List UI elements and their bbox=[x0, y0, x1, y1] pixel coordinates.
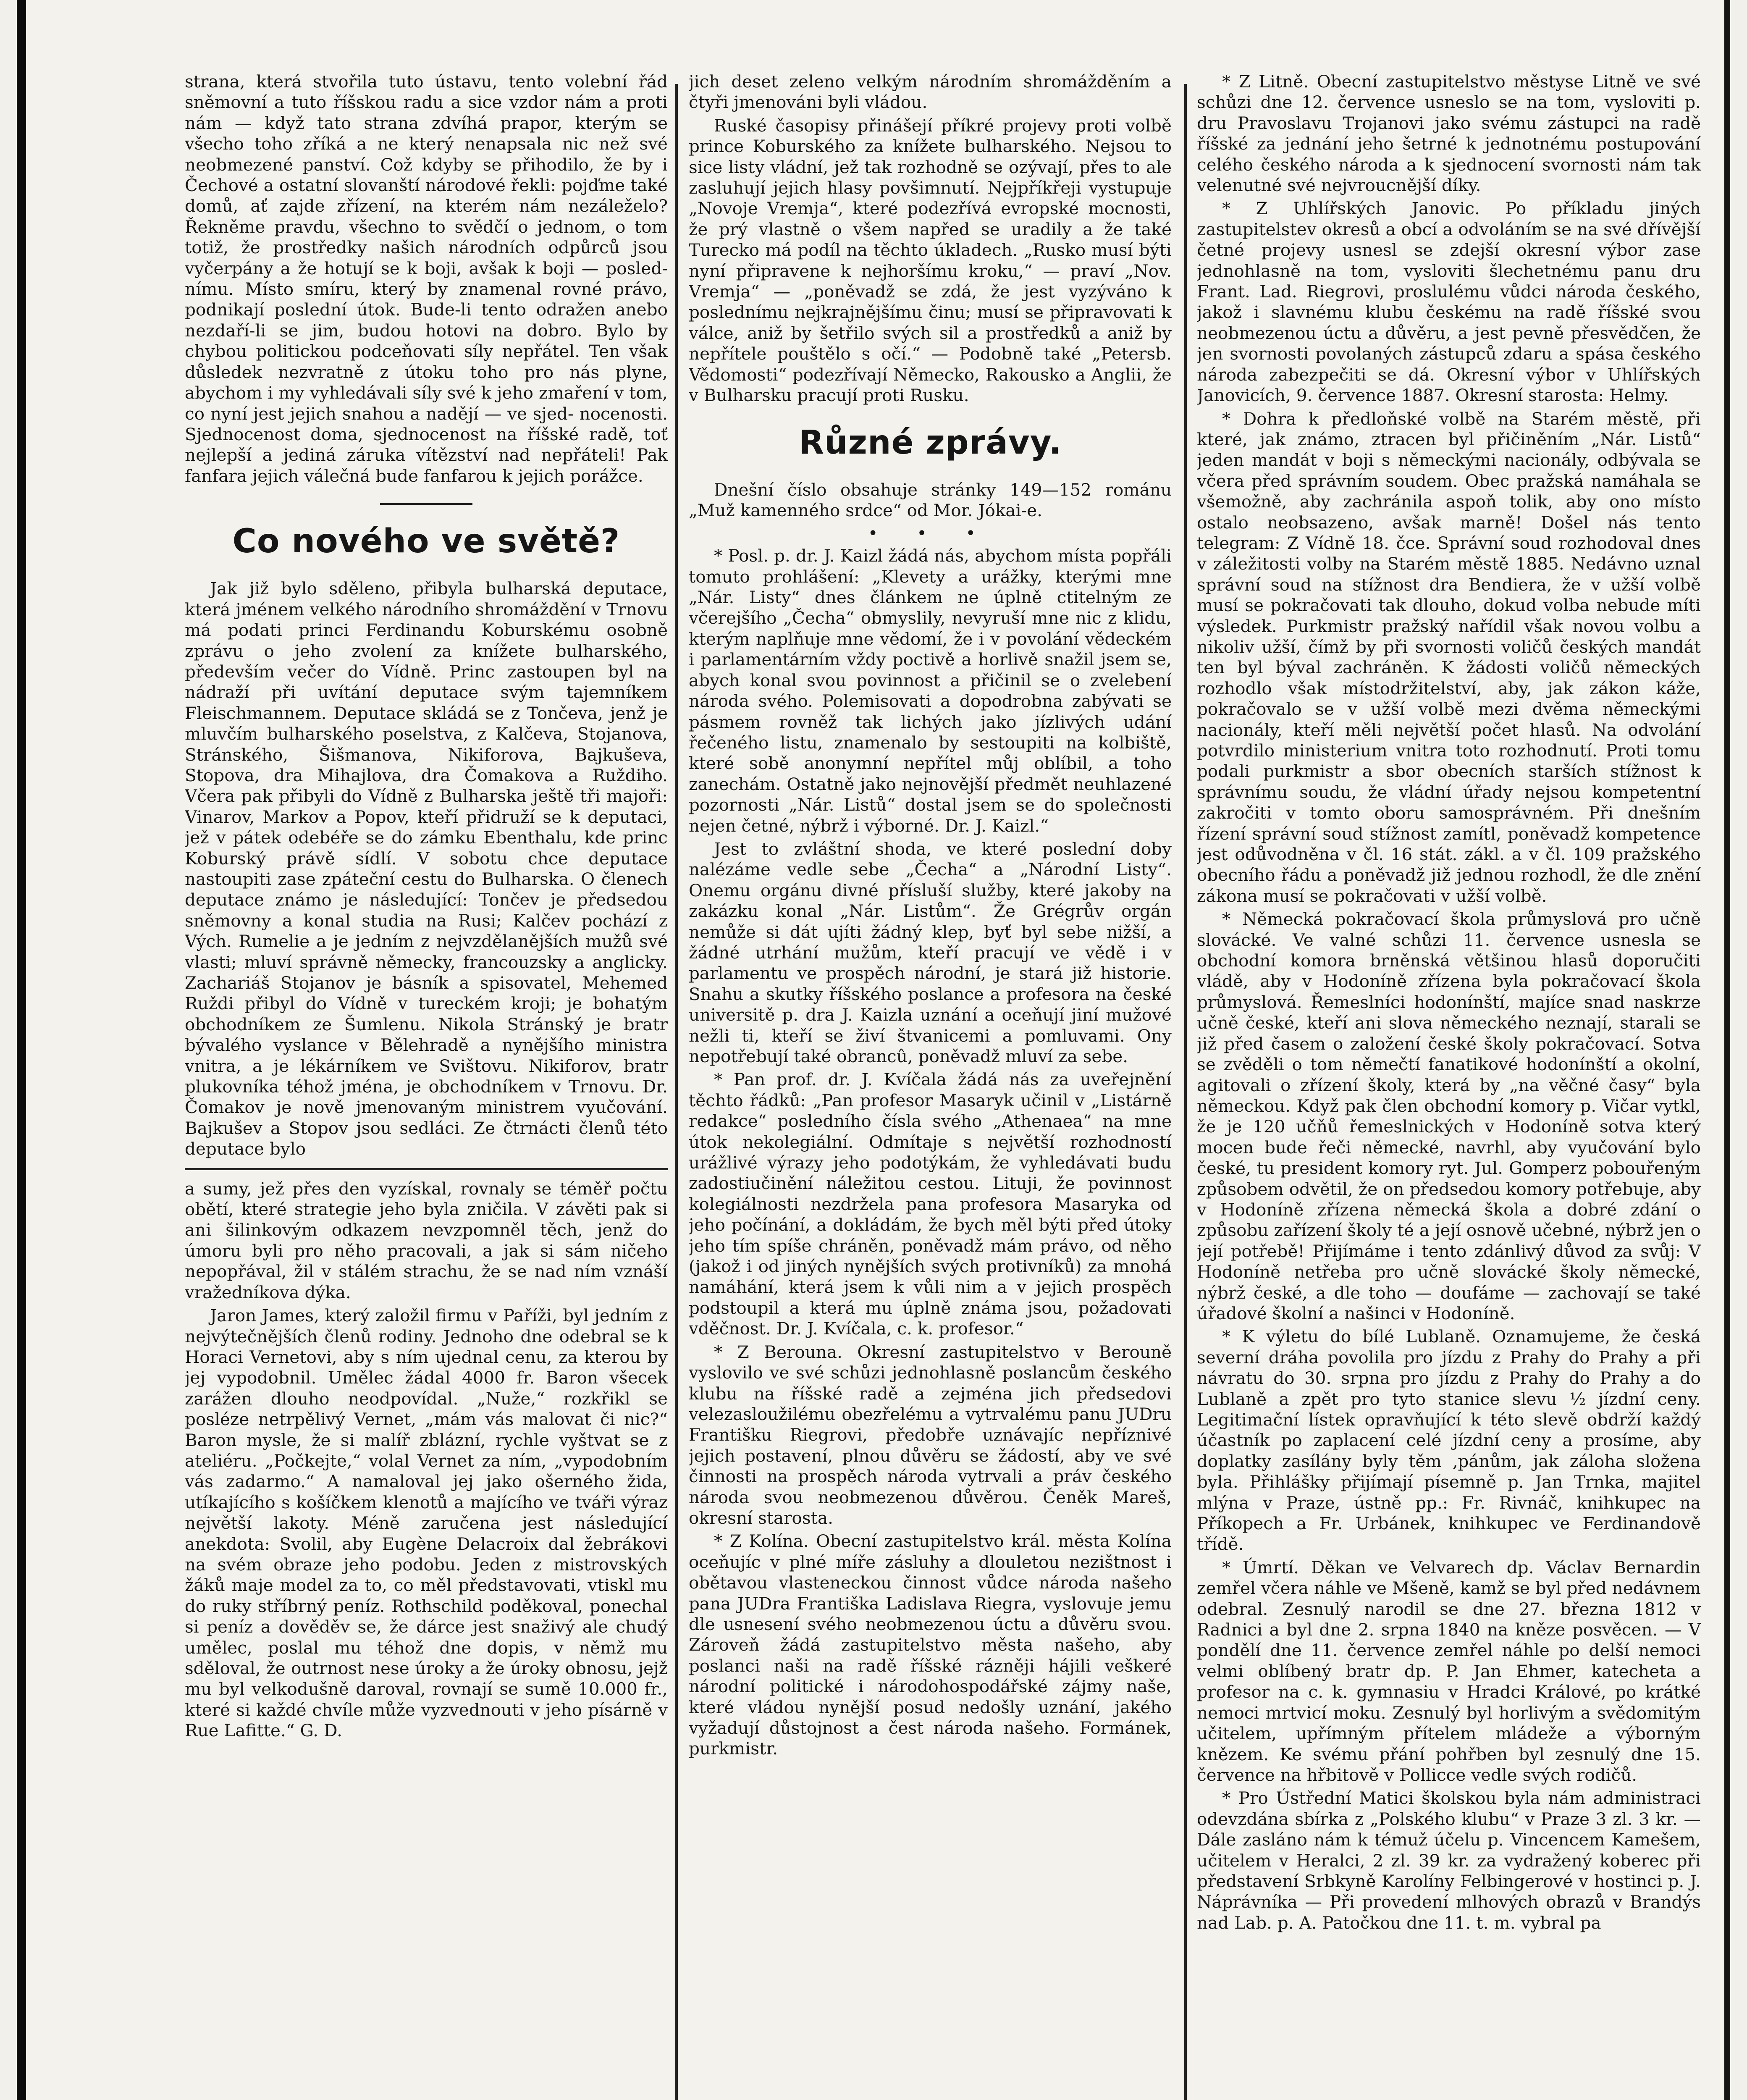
news-item: * Pan prof. dr. J. Kvíčala žádá nás za uveřejnění těchto řádků: „Pan profesor Masaryk učinil v „Listárně redakce“ posledního čísla svého „Athenaea“ na mne útok nekolegiální. Odmítaje s největší rozhodností urážlivé výrazy jeho podotýkám, že vyhledávati budu zadostiučinění náležitou cestou. Lituji, že povinnost kolegiálnosti nezdržela pana profesora Masaryka od jeho počínání, a dokládám, že bych měl býti před útoky jeho tím spíše chráněn, poněvadž mám právo, od něho (jakož i od jiných nynějších svých protivníků) za mnohá namáhání, která jsem k vůli nim a v jejich prospěch podstoupil a která mu úplně známa jsou, požadovati vděčnost. Dr. J. Kvíčala, c. k. profesor.“ bbox=[689, 1069, 1172, 1339]
article-paragraph: strana, která stvořila tuto ústavu, tento volební řád sněmovní a tuto říšskou radu a sice vzdor nám a proti nám — když tato strana zdvíhá prapor, kterým se všecho toho zříká a ne který nenapsala nic než své neobmezené panství. Což kdyby se přihodilo, že by i Čechové a ostatní slovanští národové řekli: pojďme také domů, ať zajde zřízení, na kterém nám nezáleželo? Řekněme pravdu, všechno to svědčí o jednom, o tom totiž, že prostředky našich národních odpůrců jsou vyčerpány a že hotují se k boji, avšak k boji — posled- nímu. Místo smíru, který by znamenal rovné právo, podnikají poslední útok. Bude-li tento odražen anebo nezdaří-li se jim, budou hotovi na dobro. Bylo by chybou politickou podceňovati síly nepřátel. Ten však důsledek nezvratně z útoku toho pro nás plyne, abychom i my vyhledávali síly své k jeho zmaření v tom, co nyní jest jejich snahou a nadějí — ve sjed- nocenosti. Sjednocenost doma, sjednocenost na říšské radě, toť nejlepší a jediná záruka vítězství nad nepřáteli! Pak fanfara jejich válečná bude fanfarou k jejich porážce. bbox=[185, 71, 668, 486]
news-item: * Dohra k předloňské volbě na Starém městě, při které, jak známo, ztracen byl přičiněním „Nár. Listů“ jeden mandát v boji s německými nacionály, odbývala se včera před správním soudem. Obec pražská namáhala se všemožně, aby zachránila aspoň tolik, aby ono místo ostalo neobsazeno, avšak marně! Došel nás tento telegram: Z Vídně 18. čce. Správní soud rozhodoval dnes v záležitosti volby na Starém městě 1885. Nedávno uznal správní soud na stížnost dra Bendiera, že v užší volbě musí se pokračovati tak dlouho, dokud volba nebude míti výsledek. Purkmistr pražský nařídil však novou volbu a nikoliv užší, čímž by při svornosti voličů českých mandát ten byl býval zachráněn. K žádosti voličů německých rozhodlo však místodržitelství, aby, jak zákon káže, pokračovalo se v užší volbě mezi dvěma německými nacionály, kteří měli největší počet hlasů. Na odvolání potvrdilo ministerium vnitra toto rozhodnutí. Proti tomu podali purkmistr a sbor obecních starších stížnost k správnímu soudu, že vládní úřady nejsou kompetentní zakročiti v tomto oboru samosprávném. Při dnešním řízení správní soud stížnost zamítl, poněvadž kompetence jest odůvodněna v čl. 16 stát. zákl. a v čl. 109 pražského obecního řádu a poněvadž již jednou rozhodl, že dle znění zákona musí se pokračovati v užší volbě. bbox=[1197, 408, 1701, 906]
scan-border-right bbox=[1724, 0, 1730, 2100]
column-3 bbox=[1197, 71, 1701, 2100]
column-1 bbox=[185, 71, 668, 2100]
article-paragraph: Ruské časopisy přinášejí příkré projevy proti volbě prince Koburského za knížete bulharského. Nejsou to sice listy vládní, jež tak rozhodně se ozývají, přes to ale zasluhují jejich hlasy povšimnutí. Nejpříkřeji vystupuje „Novoje Vremja“, které podezřívá evropské mocnosti, že prý vlastně o všem napřed se uradily a že také Turecko má podíl na těchto úkladech. „Rusko musí býti nyní připravene k nejhoršímu kroku,“ — praví „Nov. Vremja“ — „poněvadž se zdá, že jest vyzýváno k poslednímu nejkrajnějšímu činu; musí se připravovati k válce, aniž by šetřilo svých sil a prostředků a aniž by nepřítele pouštělo s očí.“ — Podobně také „Petersb. Vědomosti“ podezřívají Německo, Rakousko a Anglii, že v Bulharsku pracují proti Rusku. bbox=[689, 115, 1172, 406]
news-item: * Z Kolína. Obecní zastupitelstvo král. města Kolína oceňujíc v plné míře zásluhy a dlouletou nezištnost i obětavou vlasteneckou činnost vůdce národa našeho pana JUDra Františka Ladislava Riegra, vyslovuje jemu dle usnesení svého neobmezenou úctu a důvěru svou. Zároveň žádá zastupitelstvo města našeho, aby poslanci naši na radě říšské rázněji hájili veškeré národní politické i národohospodářské zájmy naše, které vládou nynější posud nedošly uznání, jakého vyžadují důstojnost a čest národa našeho. Formánek, purkmistr. bbox=[689, 1531, 1172, 1759]
news-item: * Posl. p. dr. J. Kaizl žádá nás, abychom místa popřáli tomuto prohlášení: „Klevety a urážky, kterými mne „Nár. Listy“ dnes článkem ne úplně ctitelným ze včerejšího „Čecha“ obmyslily, nevyruší mne nic z klidu, kterým naplňuje mne vědomí, že i v povolání vědeckém i parlamentárním vždy poctivě a horlivě snažil jsem se, abych konal svou povinnost a přičinil se o zvelebení národa svého. Polemisovati a dopodrobna zabývati se pásmem rovněž tak lichých jako jízlivých udání řečeného listu, znamenalo by sestoupiti na kolbiště, které sobě anonymní nepřítel můj oblíbil, a toho zanechám. Ostatně jako nejnovější předmět neuhlazené pozornosti „Nár. Listů“ dostal jsem se do společnosti nejen četné, nýbrž i výborné. Dr. J. Kaizl.“ bbox=[689, 546, 1172, 836]
news-item: * Úmrtí. Děkan ve Velvarech dp. Václav Bernardin zemřel včera náhle ve Mšeně, kamž se byl před nedávnem odebral. Zesnulý narodil se dne 27. března 1812 v Radnici a byl dne 2. srpna 1840 na kněze posvěcen. — V pondělí dne 11. července zemřel náhle po delší nemoci velmi oblíbený bratr dp. P. Jan Ehmer, katecheta a profesor na c. k. gymnasiu v Hradci Králové, po krátké nemoci mrtvicí moku. Zesnulý byl horlivým a svědomitým učitelem, upřímným přítelem mládeže a výborným knězem. Ke svému přání pohřben byl zesnulý dne 15. července na hřbitově v Pollicce vedle svých rodičů. bbox=[1197, 1557, 1701, 1785]
news-item: * Z Uhlířských Janovic. Po příkladu jiných zastupitelstev okresů a obcí a odvoláním se na své dřívější četné projevy usnesl se zdejší okresní výbor zase jednohlasně na tom, vysloviti šlechetnému panu dru Frant. Lad. Riegrovi, proslulému vůdci národa českého, jakož i slavnému klubu českému na radě říšské svou neobmezenou úctu a důvěru, a jest pevně přesvědčen, že jen svornosti povolaných zástupců zdaru a spása českého národa zabezpečiti se dá. Okresní výbor v Uhlířských Janovicích, 9. července 1887. Okresní starosta: Helmy. bbox=[1197, 198, 1701, 406]
news-item: * Z Berouna. Okresní zastupitelstvo v Berouně vyslovilo ve své schůzi jednohlasně poslancům českého klubu na říšské radě a zejména jich předsedovi velezasloužilému obezřelému a vytrvalému panu JUDru Františku Riegrovi, předobře uznávajíc nepříznivé jejich postavení, plnou důvěru se žádostí, aby ve své činnosti na prospěch národa vytrvali a práv českého národa svou neobmezenou důvěrou. Čeněk Mareš, okresní starosta. bbox=[689, 1341, 1172, 1528]
news-item: * K výletu do bílé Lublaně. Oznamujeme, že česká severní dráha povolila pro jízdu z Prahy do Prahy a při návratu do 30. srpna pro jízdu z Prahy do Prahy a do Lublaně a zpět pro tyto stanice slevu ½ jízdní ceny. Legitimační lístek opravňující k této slevě obdrží každý účastník po zaplacení celé jízdní ceny a prosíme, aby doplatky zasílány byly těm ‚pánům, jak záloha složena byla. Přihlášky přijímají písemně p. Jan Trnka, majitel mlýna v Praze, ústně pp.: Fr. Rivnáč, knihkupec na Příkopech a Fr. Urbánek, knihkupec ve Ferdinandově třídě. bbox=[1197, 1326, 1701, 1554]
article-paragraph: jich deset zeleno velkým národním shromážděním a čtyři jmenováni byli vládou. bbox=[689, 71, 1172, 113]
feuilleton-paragraph: a sumy, jež přes den vyzískal, rovnaly se téměř počtu obětí, které strategie jeho byla zničila. V závěti pak si ani šilinkovým odkazem nevzpomněl těch, jenž do úmoru byli pro něho pracovali, a jak si sám ničeho nepopřával, žil v stálém strachu, že se nad ním vznáší vražedníkova dýka. bbox=[185, 1178, 668, 1302]
column-rule bbox=[675, 84, 678, 2100]
column-rule bbox=[1184, 84, 1187, 2100]
article-paragraph: Jak již bylo sděleno, přibyla bulharská deputace, která jménem velkého národního shromáždění v Trnovu má podati princi Ferdinandu Koburskému osobně zprávu o jeho zvolení za knížete bulharského, především večer do Vídně. Princ zastoupen byl na nádraží při uvítání deputace svým tajemníkem Fleischmannem. Deputace skládá se z Tončeva, jenž je mluvčím bulharského poselstva, z Kalčeva, Stojanova, Stránského, Šišmanova, Nikiforova, Bajkuševa, Stopova, dra Mihajlova, dra Čomakova a Ruždiho. Včera pak přibyli do Vídně z Bulharska ještě tři majoři: Vinarov, Markov a Popov, kteří přidruží se k deputaci, jež v pátek odebéře se do zámku Ebenthalu, kde princ Koburský právě sídlí. V sobotu chce deputace nastoupiti zase zpáteční cestu do Bulharska. O členech deputace známo je následující: Tončev je předsedou sněmovny a konal studia na Rusi; Kalčev pochází z Vých. Rumelie a je jedním z nejvzdělanějších mužů své vlasti; mluví správně německy, francouzsky a anglicky. Zachariáš Stojanov je básník a spisovatel, Mehemed Ruždi přibyl do Vídně v tureckém kroji; je bohatým obchodníkem ze Šumlenu. Nikola Stránský je bratr bývalého vyslance v Bělehradě a nynějšího ministra vnitra, a je lékárníkem ve Svištovu. Nikiforov, bratr plukovníka téhož jména, je obchodníkem v Trnovu. Dr. Čomakov je nově jmenovaným ministrem vyučování. Bajkušev a Stopov jsou sedláci. Ze čtrnácti členů této deputace bylo bbox=[185, 578, 668, 1159]
column-2 bbox=[689, 71, 1172, 2100]
news-item: Jest to zvláštní shoda, ve které poslední doby nalézáme vedle sebe „Čecha“ a „Národní Listy“. Onemu orgánu divné přísluší služby, které jakoby na zakázku konal „Nár. Listům“. Že Grégrův orgán nemůže si dát ujíti žádný klep, byť byl sebe nižší, a žádné utrhání mužům, kteří pracují ve vědě i v parlamentu ve prospěch národní, je stará již historie. Snahu a skutky říšského poslance a profesora na české universitě p. dra J. Kaizla uznání a oceňují jiní mužové nežli ti, kteří se živí štvanicemi a pomluvami. Ony nepotřebují také obrancû, poněvadž mluví za sebe. bbox=[689, 838, 1172, 1067]
section-divider bbox=[380, 503, 472, 505]
article-paragraph: Dnešní číslo obsahuje stránky 149—152 románu „Muž kamenného srdce“ od Mor. Jókai-e. bbox=[689, 479, 1172, 521]
news-item: * Pro Ústřední Matici školskou byla nám administraci odevzdána sbírka z „Polského klubu“ v Praze 3 zl. 3 kr. — Dále zasláno nám k témuž účelu p. Vincencem Kamešem, učitelem v Heralci, 2 zl. 39 kr. za vydražený koberec při představení Srbkyně Karolíny Felbingerové v hostinci p. J. Náprávníka — Při provedení mlhových obrazů v Brandýs nad Lab. p. A. Patočkou dne 11. t. m. vybral pa bbox=[1197, 1788, 1701, 1933]
separator-dots: • • • bbox=[868, 524, 993, 543]
news-item: * Z Litně. Obecní zastupitelstvo městyse Litně ve své schůzi dne 12. července usneslo se na tom, vysloviti p. dru Pravoslavu Trojanovi jako svému zástupci na radě říšské za jednání jeho šetrné k jednotnému postupování celého českého národa a k sjednocení svornosti nám tak velenutné své nejvroucnější díky. bbox=[1197, 71, 1701, 196]
section-heading: Různé zprávy. bbox=[798, 423, 1062, 462]
newspaper-page bbox=[17, 0, 1730, 2100]
feuilleton-paragraph: Jaron James, který založil firmu v Paříži, byl jedním z nejvýtečnějších členů rodiny. Jednoho dne odebral se k Horaci Vernetovi, aby s ním ujednal cenu, za kterou by jej vypodobnil. Umělec žádal 4000 fr. Baron všecek zarážen dlouho neodpovídal. „Nuže,“ rozkřikl se posléze netrpělivý Vernet, „mám vás malovat či nic?“ Baron mysle, že si malíř zblázní, rychle vyštvat se z ateliéru. „Počkejte,“ volal Vernet za ním, „vypodobním vás zadarmo.“ A namaloval jej jako ošerného žida, utíkajícího s košíčkem klenotů a majícího ve tváři výraz největší lakoty. Méně zaručena jest následující anekdota: Svolil, aby Eugène Delacroix dal žebrákovi na svém obraze jeho podobu. Jeden z mistrovských žáků maje model za to, co měl představovati, vtiskl mu do ruky stříbrný peníz. Rothschild poděkoval, ponechal si peníz a dověděv se, že dárce jest snaživý ale chudý umělec, poslal mu téhož dne dopis, v němž mu sděloval, že outrnost nese úroky a že úroky obnosu, jejž mu byl velkodušně daroval, rovnají se sumě 10.000 fr., které si každé chvíle může vyzvednouti v jeho písárně v Rue Lafitte.“ G. D. bbox=[185, 1305, 668, 1741]
scan-border-left bbox=[17, 0, 26, 2100]
feuilleton-divider bbox=[185, 1168, 668, 1170]
news-item: * Německá pokračovací škola průmyslová pro učně slovácké. Ve valné schůzi 11. července usnesla se obchodní komora brněnská většinou hlasů doporučiti vládě, aby v Hodoníně zřízena byla pokračovací škola průmyslová. Řemeslníci hodonínští, majíce snad naskrze učně české, kteří ani slova německého neznají, starali se již před časem o založení české školy pokračovací. Sotva se zvěděli o tom němečtí fanatikové hodonínští a okolní, agitovali o zřízení školy, která by „na věčné časy“ byla německou. Když pak člen obchodní komory p. Vičar vytkl, že je 120 učňů řemeslnických v Hodoníně sotva který mocen bude řeči německé, navrhl, aby vyučování bylo české, tu president komory ryt. Jul. Gomperz pobouřeným způsobem odvětil, že on předsedou komory potřebuje, aby v Hodoníně zřízena německá škola a dobré zdání o způsobu zařízení školy té a její osnově učebné, nýbrž jen o její potřebě! Přijímáme i tento zdánlivý důvod za svůj: V Hodoníně netřeba pro učně slovácké školy německé, nýbrž české, a dle toho — doufáme — zachovají se také úřadové školní a našinci v Hodoníně. bbox=[1197, 909, 1701, 1323]
section-heading: Co nového ve světě? bbox=[232, 522, 620, 561]
